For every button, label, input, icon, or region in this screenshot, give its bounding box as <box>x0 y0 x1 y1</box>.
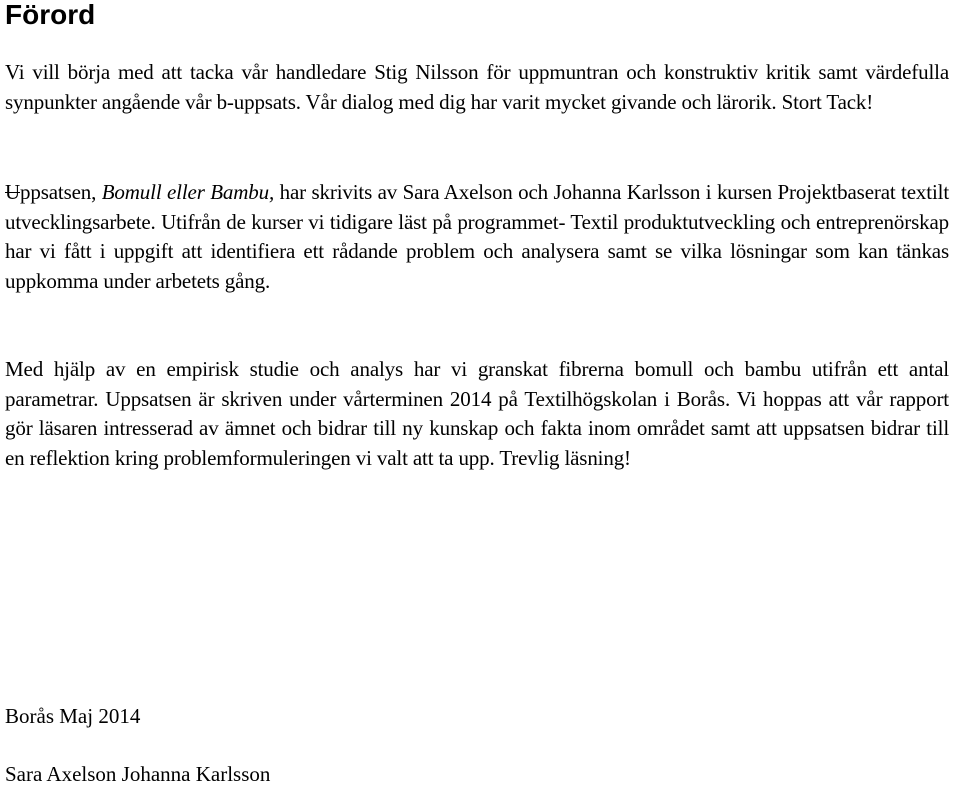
authors-signature: Sara Axelson Johanna Karlsson <box>5 762 271 786</box>
paragraph-acknowledgement: Vi vill börja med att tacka vår handledare Stig Nilsson för uppmuntran och konstruktiv kritik samt värdefulla synpunkter angående vår b-uppsats. Vår dialog med dig har varit mycket givande och lärorik. Stort Tack! <box>5 60 949 114</box>
place-date: Borås Maj 2014 <box>5 704 141 728</box>
page-title: Förord <box>5 0 96 30</box>
paragraph-introduction <box>5 178 949 297</box>
thesis-title-italic: Bomull eller Bambu, <box>101 180 275 204</box>
paragraph-method: Med hjälp av en empirisk studie och analys har vi granskat fibrerna bomull och bambu utifrån ett antal parametrar. Uppsatsen är skriven under vårterminen 2014 på Textilhögskolan i Borås. Vi hoppas att vår rapport gör läsaren intresserad av ämnet och bidrar till ny kunskap och fakta inom området samt att uppsatsen bidrar till en reflektion kring problemformuleringen vi valt att ta upp. Trevlig läsning! <box>5 357 949 471</box>
paragraph-initial-letter: U <box>5 180 21 204</box>
paragraph-text: har skrivits av Sara Axelson och Johanna Karlsson i kursen Projektbaserat textilt utvecklingsarbete. Utifrån de kurser vi tidigare läst på programmet- Textil produktutveckling och entreprenörskap har vi fått i uppgift att identifiera ett rådande problem och analysera samt se vilka lösningar som kan tänkas uppkomma under arbetets gång. <box>5 180 950 294</box>
paragraph-text: ppsatsen, <box>20 180 102 204</box>
